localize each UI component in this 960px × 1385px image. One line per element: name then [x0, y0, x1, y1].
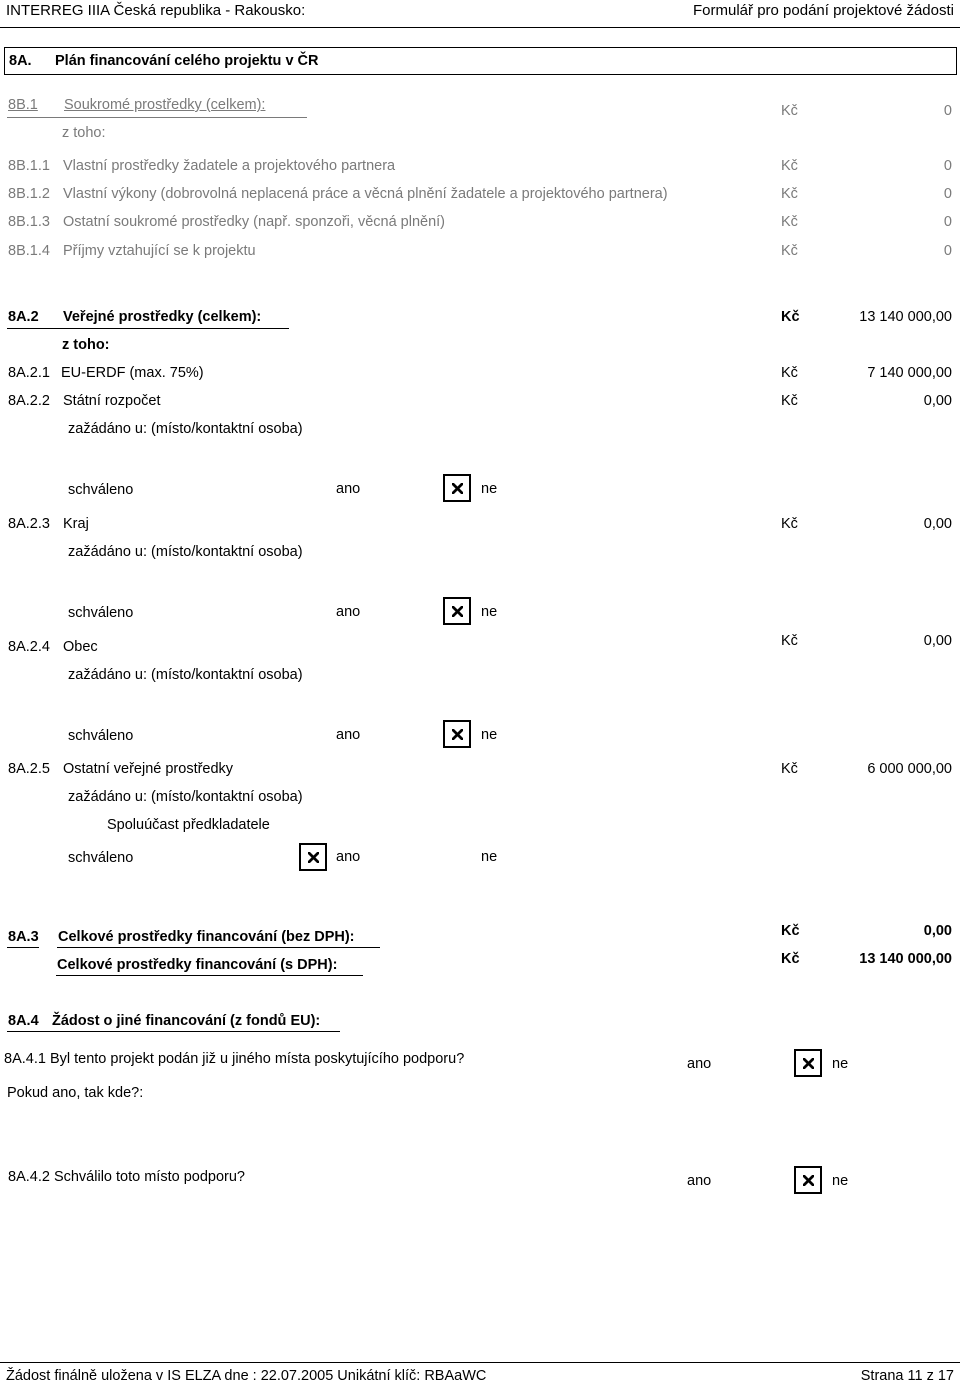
section-title: Plán financování celého projektu v ČR	[55, 53, 319, 69]
totals-without-vat-label: Celkové prostředky financování (bez DPH):	[58, 929, 355, 945]
totals-with-vat-underline	[56, 975, 363, 976]
state-budget-no-label: ne	[481, 481, 498, 497]
section-code: 8A.	[9, 53, 32, 69]
other-public-label: Ostatní veřejné prostředky	[63, 761, 234, 777]
other-funding-q2-yes-label: ano	[687, 1173, 712, 1189]
state-budget-code: 8A.2.2	[8, 393, 50, 409]
footer-left: Žádost finálně uložena v IS ELZA dne : 22.07.2005 Unikátní klíč: RBAaWC	[6, 1368, 487, 1384]
private-row-amount: 0	[943, 214, 952, 230]
public-currency: Kč	[781, 309, 800, 325]
municipality-approved-label: schváleno	[68, 728, 134, 744]
private-row-currency: Kč	[781, 214, 798, 230]
other-public-amount: 6 000 000,00	[867, 761, 952, 777]
other-funding-q2-no-checkbox[interactable]	[794, 1166, 822, 1194]
state-budget-currency: Kč	[781, 393, 798, 409]
private-row-amount: 0	[943, 158, 952, 174]
erdf-amount: 7 140 000,00	[867, 365, 952, 381]
region-currency: Kč	[781, 516, 798, 532]
other-funding-code: 8A.4	[8, 1013, 39, 1029]
private-row-code: 8B.1.4	[8, 243, 50, 259]
state-budget-yes-label: ano	[336, 481, 361, 497]
municipality-label: Obec	[63, 639, 98, 655]
private-row-amount: 0	[943, 186, 952, 202]
private-row-label: Příjmy vztahující se k projektu	[63, 243, 256, 259]
other-public-requested-value: Spoluúčast předkladatele	[107, 817, 270, 833]
region-amount: 0,00	[923, 516, 952, 532]
region-requested: zažádáno u: (místo/kontaktní osoba)	[68, 544, 303, 560]
public-z-toho: z toho:	[62, 337, 110, 353]
check-x-icon	[452, 606, 463, 617]
region-code: 8A.2.3	[8, 516, 50, 532]
header-rule	[0, 27, 960, 28]
municipality-requested: zažádáno u: (místo/kontaktní osoba)	[68, 667, 303, 683]
other-funding-where: Pokud ano, tak kde?:	[7, 1085, 144, 1101]
state-budget-amount: 0,00	[923, 393, 952, 409]
public-amount: 13 140 000,00	[859, 309, 952, 325]
private-row-code: 8B.1.3	[8, 214, 50, 230]
other-funding-q1: 8A.4.1 Byl tento projekt podán již u jiného místa poskytujícího podporu?	[4, 1051, 465, 1067]
municipality-amount: 0,00	[923, 633, 952, 649]
check-x-icon	[803, 1175, 814, 1186]
other-funding-q1-yes-label: ano	[687, 1056, 712, 1072]
totals-without-vat-currency: Kč	[781, 923, 800, 939]
private-row-currency: Kč	[781, 243, 798, 259]
public-underline	[7, 328, 289, 329]
private-row-label: Ostatní soukromé prostředky (např. sponzoři, věcná plnění)	[63, 214, 446, 230]
other-funding-title: Žádost o jiné financování (z fondů EU):	[52, 1013, 321, 1029]
check-x-icon	[308, 852, 319, 863]
private-code: 8B.1	[8, 97, 38, 113]
other-funding-q2-no-label: ne	[832, 1173, 849, 1189]
municipality-code: 8A.2.4	[8, 639, 50, 655]
other-public-code: 8A.2.5	[8, 761, 50, 777]
region-approved-label: schváleno	[68, 605, 134, 621]
erdf-label: EU-ERDF (max. 75%)	[61, 365, 204, 381]
public-title: Veřejné prostředky (celkem):	[63, 309, 262, 325]
private-currency: Kč	[781, 103, 798, 119]
other-public-requested: zažádáno u: (místo/kontaktní osoba)	[68, 789, 303, 805]
check-x-icon	[452, 483, 463, 494]
other-funding-q1-no-label: ne	[832, 1056, 849, 1072]
other-funding-q2: 8A.4.2 Schválilo toto místo podporu?	[8, 1169, 245, 1185]
municipality-no-label: ne	[481, 727, 498, 743]
totals-with-vat-currency: Kč	[781, 951, 800, 967]
region-yes-label: ano	[336, 604, 361, 620]
erdf-code: 8A.2.1	[8, 365, 50, 381]
other-funding-q1-no-checkbox[interactable]	[794, 1049, 822, 1077]
other-public-no-label: ne	[481, 849, 498, 865]
totals-with-vat-amount: 13 140 000,00	[859, 951, 952, 967]
private-row-code: 8B.1.2	[8, 186, 50, 202]
public-code: 8A.2	[8, 309, 39, 325]
erdf-currency: Kč	[781, 365, 798, 381]
other-funding-underline	[7, 1031, 340, 1032]
private-title: Soukromé prostředky (celkem):	[64, 97, 266, 113]
private-row-currency: Kč	[781, 158, 798, 174]
footer-rule	[0, 1362, 960, 1363]
check-x-icon	[803, 1058, 814, 1069]
totals-without-vat-amount: 0,00	[923, 923, 952, 939]
private-row-label: Vlastní prostředky žadatele a projektového partnera	[63, 158, 396, 174]
private-amount: 0	[943, 103, 952, 119]
totals-code-underline	[7, 947, 39, 948]
footer-right: Strana 11 z 17	[860, 1368, 954, 1384]
totals-without-vat-underline	[57, 947, 380, 948]
other-public-yes-checkbox[interactable]	[299, 843, 327, 871]
private-row-amount: 0	[943, 243, 952, 259]
municipality-yes-label: ano	[336, 727, 361, 743]
region-no-checkbox[interactable]	[443, 597, 471, 625]
region-label: Kraj	[63, 516, 89, 532]
state-budget-requested: zažádáno u: (místo/kontaktní osoba)	[68, 421, 303, 437]
other-public-currency: Kč	[781, 761, 798, 777]
private-row-currency: Kč	[781, 186, 798, 202]
state-budget-no-checkbox[interactable]	[443, 474, 471, 502]
totals-code: 8A.3	[8, 929, 39, 945]
private-row-label: Vlastní výkony (dobrovolná neplacená práce a věcná plnění žadatele a projektového partnera)	[63, 186, 668, 202]
header-right: Formulář pro podání projektové žádosti	[693, 2, 954, 19]
other-public-yes-label: ano	[336, 849, 361, 865]
municipality-no-checkbox[interactable]	[443, 720, 471, 748]
private-z-toho: z toho:	[62, 125, 106, 141]
check-x-icon	[452, 729, 463, 740]
other-public-approved-label: schváleno	[68, 850, 134, 866]
header-left: INTERREG IIIA Česká republika - Rakousko:	[6, 2, 306, 19]
state-budget-label: Státní rozpočet	[63, 393, 161, 409]
private-underline	[7, 117, 307, 118]
state-budget-approved-label: schváleno	[68, 482, 134, 498]
municipality-currency: Kč	[781, 633, 798, 649]
private-row-code: 8B.1.1	[8, 158, 50, 174]
region-no-label: ne	[481, 604, 498, 620]
totals-with-vat-label: Celkové prostředky financování (s DPH):	[57, 957, 338, 973]
